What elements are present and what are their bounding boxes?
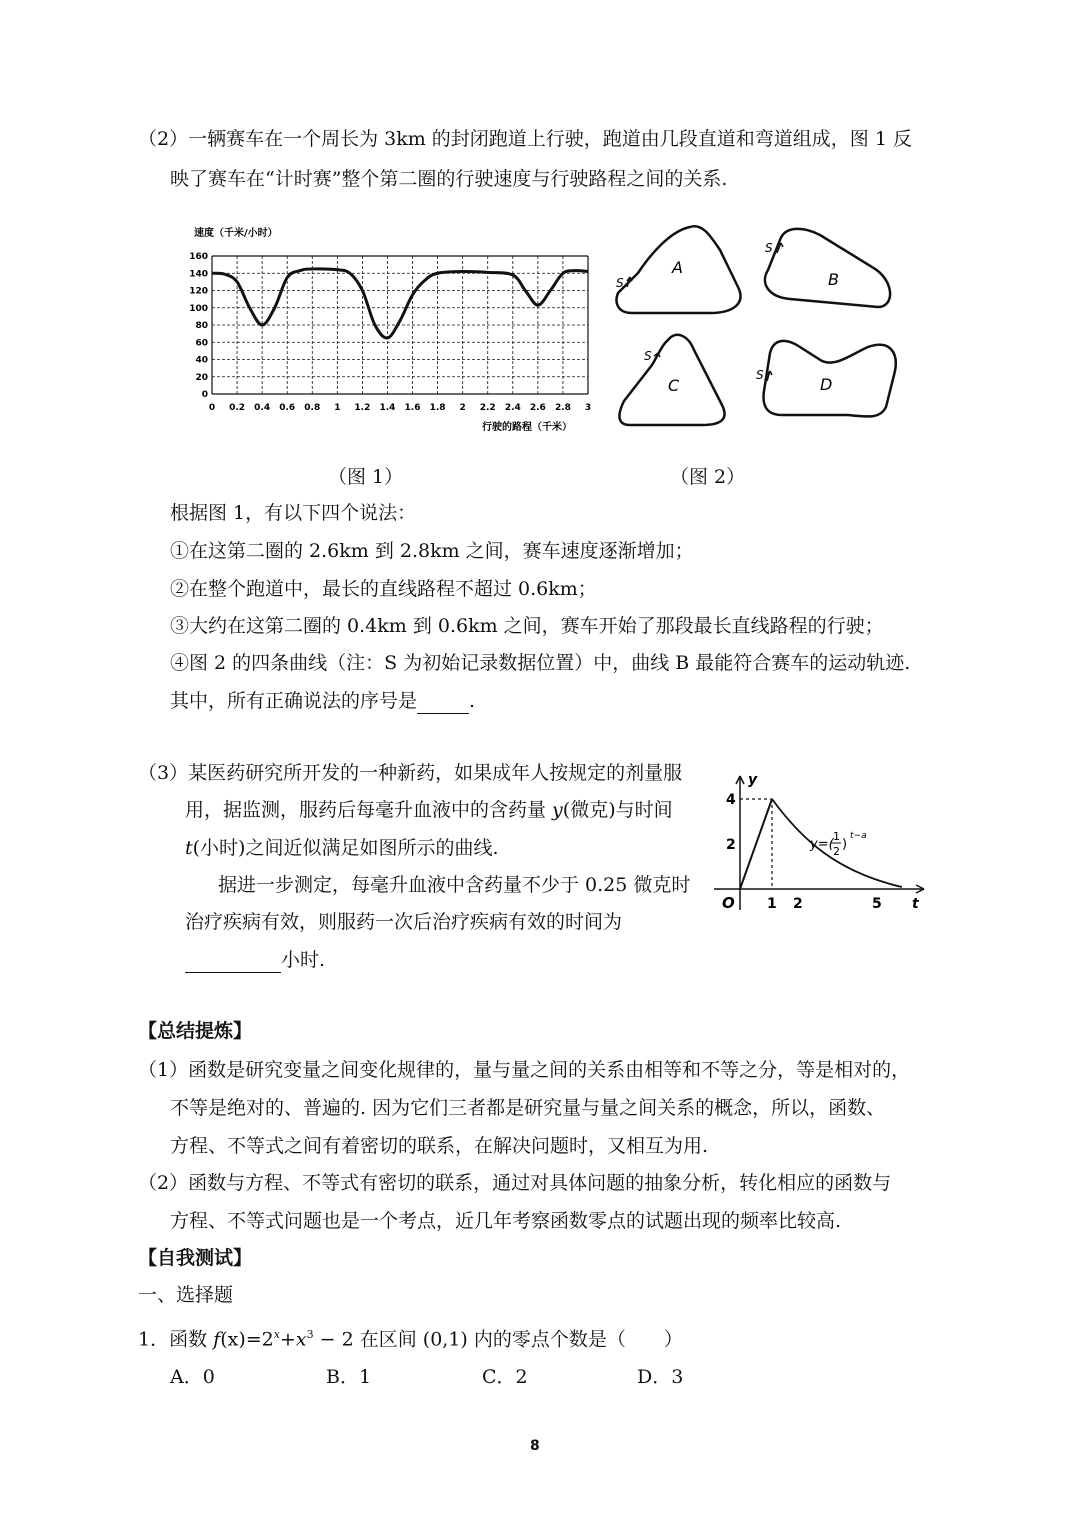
formula-prefix: y=( (810, 837, 834, 852)
chart-x-tick-label: 1.8 (429, 403, 446, 413)
formula-exponent: t−a (850, 831, 867, 841)
chart-ylabel: 速度（千米/小时） (194, 228, 278, 239)
chart-x-tick-label: 2.2 (479, 403, 496, 413)
chart-x-tick-label: 0 (208, 403, 216, 413)
chart-x-tick-label: 2.6 (529, 403, 546, 413)
q3-line-2c: (微克)与时间 (562, 799, 673, 821)
q1-expr-b: +x (279, 1328, 307, 1351)
figure-1-caption: （图 1） (328, 466, 404, 488)
track-curves-figure (610, 215, 910, 435)
rising-segment (740, 799, 772, 889)
chart-y-tick-label: 0 (201, 390, 208, 400)
summary-p1-line-2: 不等是绝对的、普遍的. 因为它们三者都是研究量与量之间关系的概念，所以，函数、 (170, 1097, 886, 1119)
q1-function-name: f (213, 1328, 221, 1351)
chart-x-tick-label: 1.4 (379, 403, 396, 413)
q3-var-y: y (552, 799, 563, 821)
q2-line-1: （2）一辆赛车在一个周长为 3km 的封闭跑道上行驶，跑道由几段直道和弯道组成，图 1 反 (138, 128, 912, 150)
chart-x-tick-label: 2.4 (504, 403, 521, 413)
q3-line-3 (185, 835, 499, 861)
speed-distance-chart (180, 222, 600, 437)
curve-formula (809, 830, 867, 858)
q2-answer-line (170, 688, 475, 714)
track-label-c: C (668, 376, 680, 395)
option-a[interactable]: A．0 (170, 1366, 215, 1388)
track-curve-c (619, 335, 724, 425)
chart-y-tick-label: 60 (195, 338, 208, 349)
chart-x-tick-label: 0.2 (229, 403, 246, 413)
chart-y-tick-label: 100 (189, 303, 208, 314)
x-tick-1: 1 (767, 896, 777, 912)
q1-prefix: 1．函数 (138, 1328, 214, 1351)
q1-tail: − 2 在区间 (0,1) 内的零点个数是（ ） (313, 1328, 683, 1351)
summary-p2-line-2: 方程、不等式问题也是一个考点，近几年考察函数零点的试题出现的频率比较高. (170, 1210, 842, 1232)
chart-y-tick-label: 40 (195, 355, 208, 366)
summary-heading: 【总结提炼】 (138, 1020, 253, 1042)
q2-line-2: 映了赛车在“计时赛”整个第二圈的行驶速度与行驶路程之间的关系. (170, 168, 728, 190)
q3-line-3b: (小时)之间近似满足如图所示的曲线. (192, 837, 499, 859)
q2-intro: 根据图 1，有以下四个说法： (170, 502, 417, 524)
y-tick-2: 2 (726, 837, 736, 853)
q3-line-6 (185, 947, 325, 973)
origin-label: O (722, 894, 735, 912)
selftest-heading: 【自我测试】 (138, 1247, 253, 1269)
x-tick-5: 5 (872, 896, 882, 912)
track-start-a: S (616, 276, 624, 290)
drug-concentration-graph (702, 770, 932, 920)
summary-p1-line-3: 方程、不等式之间有着密切的联系，在解决问题时，又相互为用. (170, 1135, 709, 1157)
track-label-b: B (828, 270, 839, 289)
section-multiple-choice: 一、选择题 (138, 1284, 234, 1306)
formula-suffix: ) (842, 837, 848, 852)
summary-p2-line-1: （2）函数与方程、不等式有密切的联系，通过对具体问题的抽象分析，转化相应的函数与 (138, 1172, 892, 1194)
q2-ask-end: . (469, 690, 476, 712)
chart-x-tick-label: 1 (334, 403, 341, 413)
chart-x-tick-label: 1.2 (354, 403, 371, 413)
summary-p1-line-1: （1）函数是研究变量之间变化规律的，量与量之间的关系由相等和不等之分，等是相对的， (138, 1059, 911, 1081)
track-start-b: S (765, 241, 773, 255)
x-axis-label: t (912, 896, 919, 912)
chart-x-tick-label: 2 (459, 403, 466, 413)
figure-2-caption: （图 2） (670, 466, 746, 488)
q1-expr-a: (x)=2 (220, 1328, 274, 1351)
chart-xlabel: 行驶的路程（千米） (482, 422, 572, 433)
track-label-a: A (672, 258, 683, 277)
q3-var-t: t (185, 837, 193, 859)
chart-x-tick-label: 3 (584, 403, 592, 413)
answer-blank[interactable] (417, 693, 469, 714)
track-curve-b (765, 229, 890, 307)
question-1 (138, 1322, 683, 1352)
chart-x-tick-label: 0.4 (254, 403, 271, 413)
q3-line-2a: 用，据监测，服药后每毫升血液中的含药量 (185, 799, 553, 821)
track-label-d: D (820, 375, 833, 394)
x-tick-2: 2 (793, 896, 803, 912)
q3-line-5: 治疗疾病有效，则服药一次后治疗疾病有效的时间为 (185, 911, 623, 933)
statement-4: ④图 2 的四条曲线（注：S 为初始记录数据位置）中，曲线 B 最能符合赛车的运动轨迹. (170, 652, 911, 674)
track-curve-a (616, 226, 740, 313)
chart-y-tick-label: 80 (195, 321, 208, 331)
chart-y-tick-label: 120 (189, 286, 208, 297)
chart-y-tick-label: 20 (195, 372, 208, 383)
chart-y-tick-label: 140 (189, 269, 208, 280)
option-b[interactable]: B．1 (326, 1366, 372, 1388)
q3-line-2 (185, 797, 673, 823)
y-axis-label: y (748, 772, 758, 788)
chart-x-tick-label: 0.6 (279, 403, 296, 413)
q3-line-6-text: 小时. (281, 949, 326, 971)
statement-2: ②在整个跑道中，最长的直线路程不超过 0.6km； (170, 578, 597, 600)
chart-y-tick-label: 160 (189, 252, 208, 262)
answer-blank[interactable] (185, 952, 281, 973)
y-tick-4: 4 (726, 792, 736, 808)
formula-denominator: 2 (833, 845, 840, 858)
page-number: 8 (530, 1438, 540, 1454)
chart-x-tick-label: 2.8 (554, 403, 571, 413)
track-start-d: S (756, 368, 764, 382)
q2-ask: 其中，所有正确说法的序号是 (170, 690, 418, 712)
statement-3: ③大约在这第二圈的 0.4km 到 0.6km 之间，赛车开始了那段最长直线路程的行驶； (170, 615, 884, 637)
track-start-c: S (644, 349, 652, 363)
option-d[interactable]: D．3 (637, 1366, 684, 1388)
chart-x-tick-label: 1.6 (404, 403, 421, 413)
option-c[interactable]: C．2 (482, 1366, 528, 1388)
statement-1: ①在这第二圈的 2.6km 到 2.8km 之间，赛车速度逐渐增加； (170, 540, 694, 562)
q1-exp-3: 3 (306, 1328, 314, 1341)
chart-x-tick-label: 0.8 (304, 403, 321, 413)
track-curve-d (756, 341, 896, 417)
speed-series-line (212, 269, 588, 338)
q3-line-4: 据进一步测定，每毫升血液中含药量不少于 0.25 微克时 (218, 874, 691, 896)
q1-exp-x: x (273, 1328, 280, 1341)
formula-numerator: 1 (833, 830, 840, 843)
q3-line-1: （3）某医药研究所开发的一种新药，如果成年人按规定的剂量服 (138, 762, 683, 784)
